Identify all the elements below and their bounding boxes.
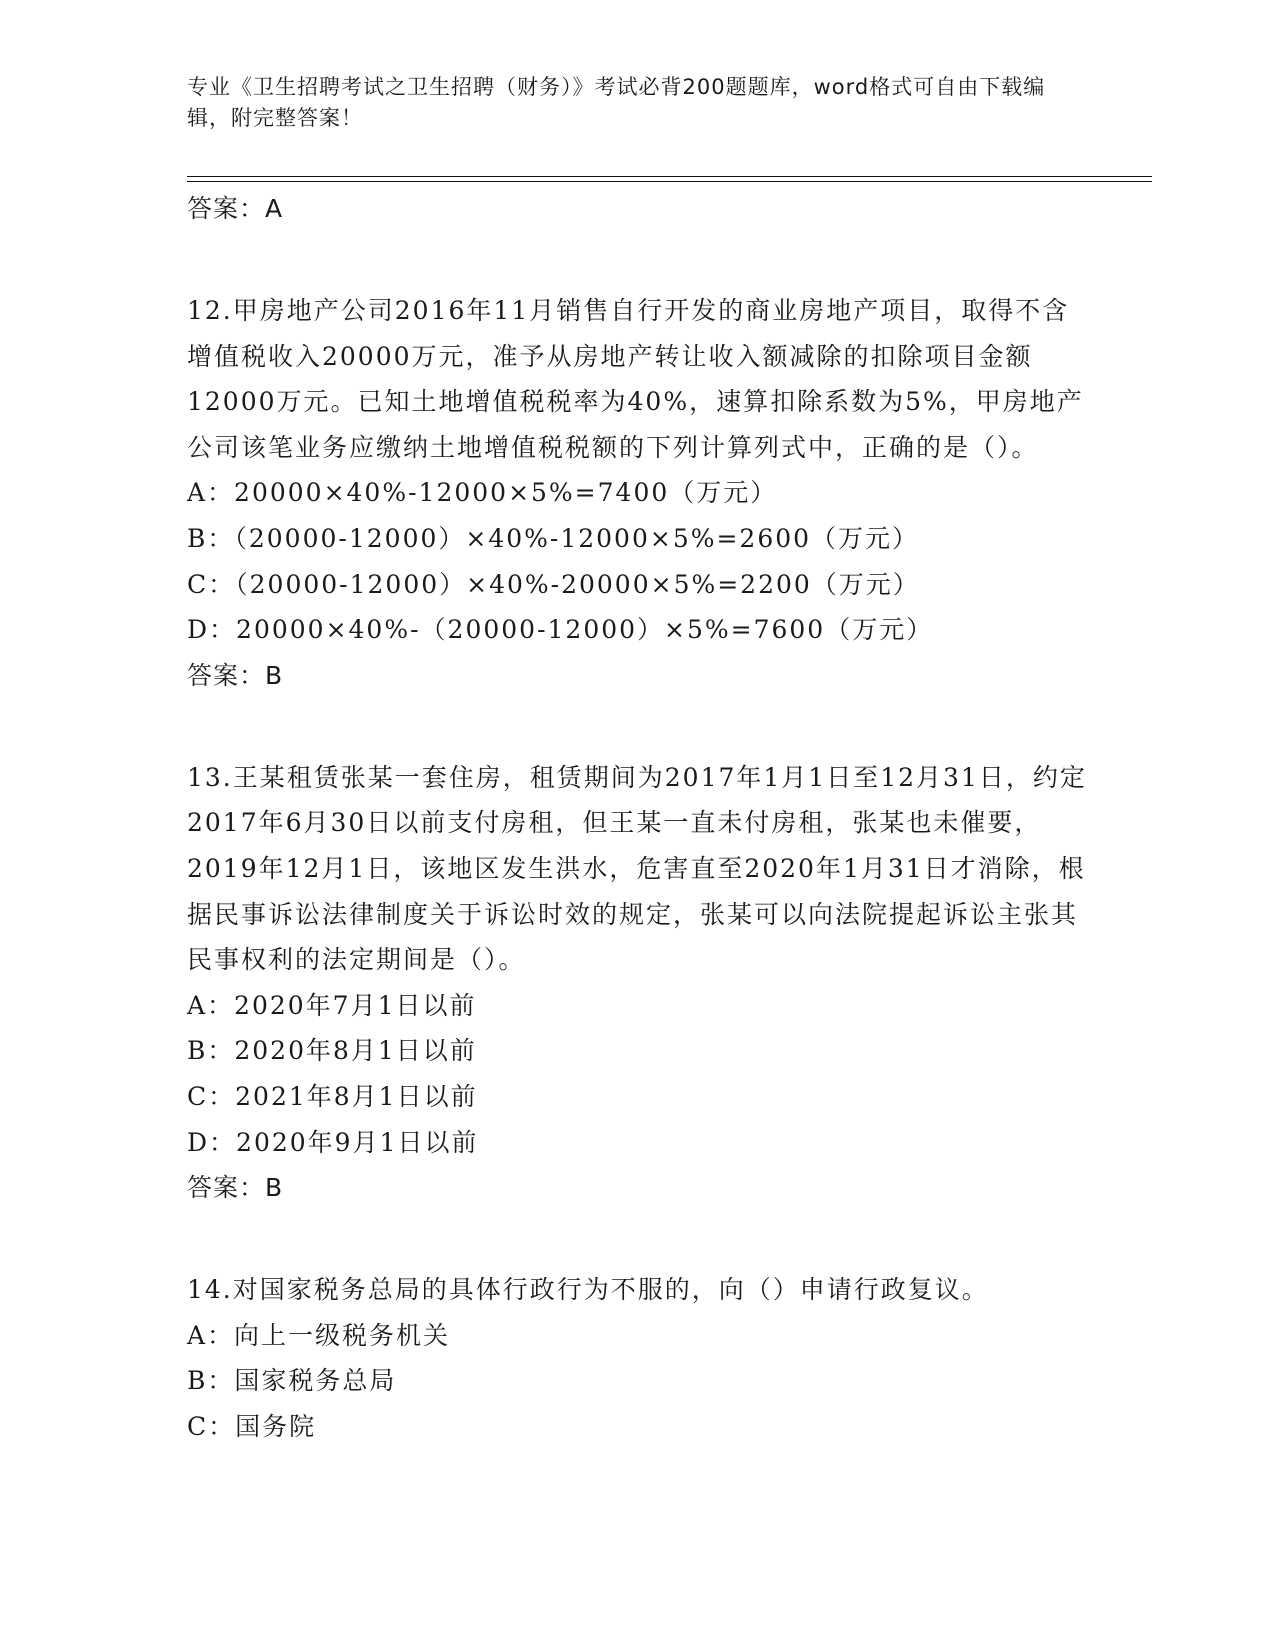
previous-answer: 答案：A — [187, 194, 284, 223]
option-b: B：2020年8月1日以前 — [187, 1036, 477, 1066]
option-c: C：（20000-12000）×40%-20000×5%=2200（万元） — [187, 569, 920, 599]
header-rule-bottom — [187, 181, 1152, 182]
question-answer: 答案：B — [187, 660, 284, 690]
question-stem: 14.对国家税务总局的具体行政行为不服的，向（）申请行政复议。 — [187, 1275, 989, 1305]
header-rule-top — [187, 176, 1152, 177]
option-d: D：2020年9月1日以前 — [187, 1127, 479, 1157]
spacer — [187, 1211, 1087, 1267]
option-b: B：国家税务总局 — [187, 1366, 397, 1396]
option-d: D：20000×40%-（20000-12000）×5%=7600（万元） — [187, 615, 934, 645]
question-14 — [187, 1267, 1087, 1449]
option-a: A：向上一级税务机关 — [187, 1320, 451, 1350]
question-answer: 答案：B — [187, 1173, 284, 1203]
document-header — [187, 72, 1067, 134]
option-a: A：20000×40%-12000×5%=7400（万元） — [187, 478, 778, 508]
question-13 — [187, 755, 1087, 1211]
spacer — [187, 232, 1087, 288]
header-text: 专业《卫生招聘考试之卫生招聘（财务）》考试必背200题题库，word格式可自由下载编辑，附完整答案！ — [187, 75, 1046, 130]
option-c: C：国务院 — [187, 1411, 317, 1441]
document-body — [187, 186, 1087, 1449]
question-stem: 13.王某租赁张某一套住房，租赁期间为2017年1月1日至12月31日，约定2017年6月30日以前支付房租，但王某一直未付房租，张某也未催要，2019年12月1日，该地区发生洪水，危害直至2020年1月31日才消除，根据民事诉讼法律制度关于诉讼时效的规定，张某可以向法院提起诉讼主张其民事权利的法定期间是（）。 — [187, 762, 1087, 975]
option-a: A：2020年7月1日以前 — [187, 990, 477, 1020]
question-12 — [187, 288, 1087, 699]
option-b: B：（20000-12000）×40%-12000×5%=2600（万元） — [187, 523, 920, 553]
question-stem: 12.甲房地产公司2016年11月销售自行开发的商业房地产项目，取得不含增值税收入20000万元，准予从房地产转让收入额减除的扣除项目金额12000万元。已知土地增值税税率为40%，速算扣除系数为5%，甲房地产公司该笔业务应缴纳土地增值税税额的下列计算列式中，正确的是（）。 — [187, 296, 1084, 462]
option-c: C：2021年8月1日以前 — [187, 1081, 478, 1111]
spacer — [187, 699, 1087, 755]
